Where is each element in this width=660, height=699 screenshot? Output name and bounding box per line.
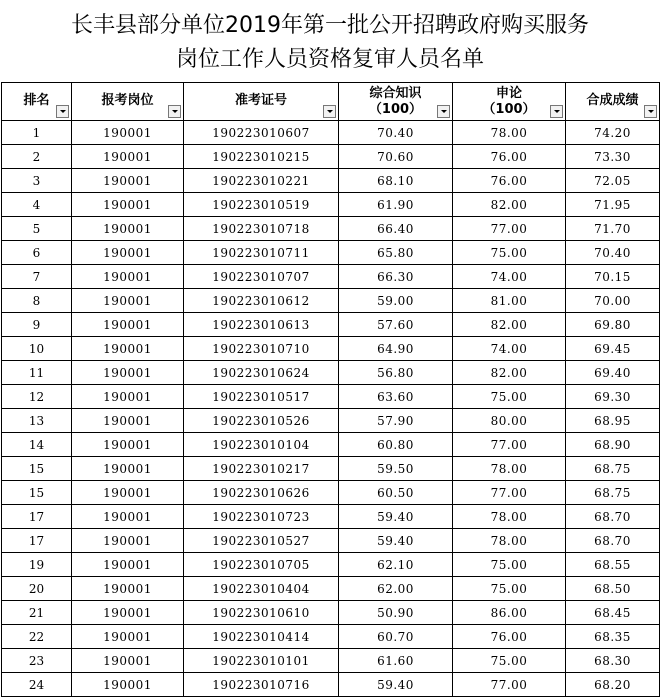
ticket-number-cell[interactable]: 190223010610 [184, 601, 339, 625]
table-row [2, 505, 660, 529]
table-row [2, 529, 660, 553]
essay-cell[interactable]: 75.00 [453, 241, 566, 265]
rank-cell[interactable]: 23 [2, 649, 72, 673]
position-cell[interactable]: 190001 [72, 217, 184, 241]
table-row [2, 433, 660, 457]
page-title-line-1: 长丰县部分单位2019年第一批公开招聘政府购买服务 [71, 13, 589, 38]
filter-dropdown-icon[interactable] [56, 105, 69, 118]
rank-cell[interactable]: 17 [2, 505, 72, 529]
table-row [2, 673, 660, 697]
essay-cell[interactable]: 82.00 [453, 193, 566, 217]
essay-cell[interactable]: 78.00 [453, 505, 566, 529]
essay-cell[interactable]: 77.00 [453, 481, 566, 505]
ticket-number-cell[interactable]: 190223010718 [184, 217, 339, 241]
combined-score-cell[interactable]: 68.45 [566, 601, 660, 625]
general-knowledge-cell[interactable]: 66.40 [339, 217, 453, 241]
position-cell[interactable]: 190001 [72, 265, 184, 289]
table-row [2, 385, 660, 409]
column-header-general-knowledge [339, 83, 453, 121]
essay-cell[interactable]: 82.00 [453, 313, 566, 337]
table-row [2, 145, 660, 169]
combined-score-cell[interactable]: 72.05 [566, 169, 660, 193]
table-row [2, 625, 660, 649]
position-cell[interactable]: 190001 [72, 361, 184, 385]
table-row [2, 457, 660, 481]
rank-cell[interactable]: 7 [2, 265, 72, 289]
ticket-number-cell[interactable]: 190223010613 [184, 313, 339, 337]
ticket-number-cell[interactable]: 190223010519 [184, 193, 339, 217]
general-knowledge-cell[interactable]: 63.60 [339, 385, 453, 409]
ticket-number-cell[interactable]: 190223010414 [184, 625, 339, 649]
general-knowledge-cell[interactable]: 60.50 [339, 481, 453, 505]
rank-cell[interactable]: 20 [2, 577, 72, 601]
rank-cell[interactable]: 12 [2, 385, 72, 409]
ticket-number-cell[interactable]: 190223010705 [184, 553, 339, 577]
column-header-combined-score [566, 83, 660, 121]
combined-score-cell[interactable]: 69.80 [566, 313, 660, 337]
table-row [2, 265, 660, 289]
position-cell[interactable]: 190001 [72, 553, 184, 577]
ticket-number-cell[interactable]: 190223010612 [184, 289, 339, 313]
combined-score-cell[interactable]: 68.35 [566, 625, 660, 649]
general-knowledge-cell[interactable]: 59.40 [339, 673, 453, 697]
general-knowledge-cell[interactable]: 59.50 [339, 457, 453, 481]
general-knowledge-cell[interactable]: 59.40 [339, 505, 453, 529]
essay-cell[interactable]: 77.00 [453, 673, 566, 697]
table-body [2, 121, 660, 697]
general-knowledge-cell[interactable]: 57.90 [339, 409, 453, 433]
table-row [2, 169, 660, 193]
position-cell[interactable]: 190001 [72, 145, 184, 169]
combined-score-cell[interactable]: 70.00 [566, 289, 660, 313]
combined-score-cell[interactable]: 74.20 [566, 121, 660, 145]
table-row [2, 361, 660, 385]
combined-score-cell[interactable]: 71.95 [566, 193, 660, 217]
table-row [2, 577, 660, 601]
table-row [2, 649, 660, 673]
essay-cell[interactable]: 78.00 [453, 121, 566, 145]
general-knowledge-cell[interactable]: 59.00 [339, 289, 453, 313]
table-row [2, 241, 660, 265]
essay-cell[interactable]: 80.00 [453, 409, 566, 433]
rank-cell[interactable]: 15 [2, 457, 72, 481]
ticket-number-cell[interactable]: 190223010221 [184, 169, 339, 193]
position-cell[interactable]: 190001 [72, 625, 184, 649]
general-knowledge-cell[interactable]: 66.30 [339, 265, 453, 289]
rank-cell[interactable]: 17 [2, 529, 72, 553]
general-knowledge-cell[interactable]: 56.80 [339, 361, 453, 385]
table-row [2, 217, 660, 241]
rank-cell[interactable]: 15 [2, 481, 72, 505]
ticket-number-cell[interactable]: 190223010710 [184, 337, 339, 361]
column-header-essay [453, 83, 566, 121]
ticket-number-cell[interactable]: 190223010607 [184, 121, 339, 145]
position-cell[interactable]: 190001 [72, 433, 184, 457]
position-cell[interactable]: 190001 [72, 673, 184, 697]
combined-score-cell[interactable]: 70.40 [566, 241, 660, 265]
combined-score-cell[interactable]: 68.95 [566, 409, 660, 433]
essay-cell[interactable]: 76.00 [453, 169, 566, 193]
general-knowledge-cell[interactable]: 57.60 [339, 313, 453, 337]
filter-dropdown-icon[interactable] [323, 105, 336, 118]
combined-score-cell[interactable]: 68.50 [566, 577, 660, 601]
position-cell[interactable]: 190001 [72, 385, 184, 409]
column-header-rank [2, 83, 72, 121]
rank-cell[interactable]: 8 [2, 289, 72, 313]
ticket-number-cell[interactable]: 190223010517 [184, 385, 339, 409]
combined-score-cell[interactable]: 73.30 [566, 145, 660, 169]
essay-cell[interactable]: 77.00 [453, 433, 566, 457]
combined-score-cell[interactable]: 68.55 [566, 553, 660, 577]
essay-cell[interactable]: 74.00 [453, 265, 566, 289]
results-table [1, 82, 660, 697]
combined-score-cell[interactable]: 70.15 [566, 265, 660, 289]
column-header-label: 综合知识 [369, 85, 422, 101]
essay-cell[interactable]: 78.00 [453, 529, 566, 553]
column-header-label: 合成成绩 [586, 93, 639, 109]
rank-cell[interactable]: 22 [2, 625, 72, 649]
ticket-number-cell[interactable]: 190223010527 [184, 529, 339, 553]
essay-cell[interactable]: 75.00 [453, 553, 566, 577]
ticket-number-cell[interactable]: 190223010101 [184, 649, 339, 673]
essay-cell[interactable]: 75.00 [453, 649, 566, 673]
rank-cell[interactable]: 4 [2, 193, 72, 217]
table-row [2, 409, 660, 433]
general-knowledge-cell[interactable]: 50.90 [339, 601, 453, 625]
ticket-number-cell[interactable]: 190223010723 [184, 505, 339, 529]
rank-cell[interactable]: 21 [2, 601, 72, 625]
rank-cell[interactable]: 10 [2, 337, 72, 361]
rank-cell[interactable]: 24 [2, 673, 72, 697]
position-cell[interactable]: 190001 [72, 577, 184, 601]
combined-score-cell[interactable]: 71.70 [566, 217, 660, 241]
page-title-line-2: 岗位工作人员资格复审人员名单 [175, 47, 484, 72]
column-header-label: 排名 [23, 93, 50, 109]
column-header-label: 申论 [495, 85, 522, 101]
table-row [2, 289, 660, 313]
general-knowledge-cell[interactable]: 59.40 [339, 529, 453, 553]
table-row [2, 481, 660, 505]
position-cell[interactable]: 190001 [72, 169, 184, 193]
essay-cell[interactable]: 78.00 [453, 457, 566, 481]
essay-cell[interactable]: 86.00 [453, 601, 566, 625]
rank-cell[interactable]: 9 [2, 313, 72, 337]
combined-score-cell[interactable]: 68.90 [566, 433, 660, 457]
position-cell[interactable]: 190001 [72, 121, 184, 145]
position-cell[interactable]: 190001 [72, 337, 184, 361]
general-knowledge-cell[interactable]: 70.60 [339, 145, 453, 169]
table-row [2, 121, 660, 145]
position-cell[interactable]: 190001 [72, 289, 184, 313]
column-header-label: 报考岗位 [101, 93, 154, 109]
filter-dropdown-icon[interactable] [550, 105, 563, 118]
ticket-number-cell[interactable]: 190223010707 [184, 265, 339, 289]
general-knowledge-cell[interactable]: 68.10 [339, 169, 453, 193]
position-cell[interactable]: 190001 [72, 601, 184, 625]
combined-score-cell[interactable]: 69.40 [566, 361, 660, 385]
filter-dropdown-icon[interactable] [644, 105, 657, 118]
filter-dropdown-icon[interactable] [168, 105, 181, 118]
position-cell[interactable]: 190001 [72, 313, 184, 337]
essay-cell[interactable]: 76.00 [453, 145, 566, 169]
ticket-number-cell[interactable]: 190223010626 [184, 481, 339, 505]
combined-score-cell[interactable]: 68.75 [566, 457, 660, 481]
header-row [2, 83, 660, 121]
position-cell[interactable]: 190001 [72, 505, 184, 529]
general-knowledge-cell[interactable]: 60.80 [339, 433, 453, 457]
position-cell[interactable]: 190001 [72, 529, 184, 553]
combined-score-cell[interactable]: 69.45 [566, 337, 660, 361]
table-row [2, 553, 660, 577]
column-header-sub: （100） [482, 101, 536, 117]
combined-score-cell[interactable]: 68.20 [566, 673, 660, 697]
rank-cell[interactable]: 11 [2, 361, 72, 385]
essay-cell[interactable]: 75.00 [453, 385, 566, 409]
ticket-number-cell[interactable]: 190223010624 [184, 361, 339, 385]
rank-cell[interactable]: 1 [2, 121, 72, 145]
column-header-position [72, 83, 184, 121]
position-cell[interactable]: 190001 [72, 649, 184, 673]
rank-cell[interactable]: 14 [2, 433, 72, 457]
general-knowledge-cell[interactable]: 61.90 [339, 193, 453, 217]
ticket-number-cell[interactable]: 190223010104 [184, 433, 339, 457]
essay-cell[interactable]: 75.00 [453, 577, 566, 601]
general-knowledge-cell[interactable]: 62.10 [339, 553, 453, 577]
rank-cell[interactable]: 6 [2, 241, 72, 265]
rank-cell[interactable]: 3 [2, 169, 72, 193]
column-header-ticket-number [184, 83, 339, 121]
table-row [2, 313, 660, 337]
position-cell[interactable]: 190001 [72, 241, 184, 265]
position-cell[interactable]: 190001 [72, 193, 184, 217]
ticket-number-cell[interactable]: 190223010526 [184, 409, 339, 433]
essay-cell[interactable]: 74.00 [453, 337, 566, 361]
table-row [2, 601, 660, 625]
rank-cell[interactable]: 5 [2, 217, 72, 241]
essay-cell[interactable]: 81.00 [453, 289, 566, 313]
position-cell[interactable]: 190001 [72, 409, 184, 433]
ticket-number-cell[interactable]: 190223010215 [184, 145, 339, 169]
rank-cell[interactable]: 2 [2, 145, 72, 169]
rank-cell[interactable]: 13 [2, 409, 72, 433]
position-cell[interactable]: 190001 [72, 457, 184, 481]
combined-score-cell[interactable]: 68.70 [566, 529, 660, 553]
ticket-number-cell[interactable]: 190223010716 [184, 673, 339, 697]
combined-score-cell[interactable]: 69.30 [566, 385, 660, 409]
combined-score-cell[interactable]: 68.30 [566, 649, 660, 673]
table-row [2, 193, 660, 217]
general-knowledge-cell[interactable]: 70.40 [339, 121, 453, 145]
column-header-label: 准考证号 [234, 93, 287, 109]
general-knowledge-cell[interactable]: 65.80 [339, 241, 453, 265]
filter-dropdown-icon[interactable] [437, 105, 450, 118]
essay-cell[interactable]: 77.00 [453, 217, 566, 241]
essay-cell[interactable]: 76.00 [453, 625, 566, 649]
general-knowledge-cell[interactable]: 62.00 [339, 577, 453, 601]
ticket-number-cell[interactable]: 190223010711 [184, 241, 339, 265]
rank-cell[interactable]: 19 [2, 553, 72, 577]
column-header-sub: （100） [368, 101, 423, 117]
general-knowledge-cell[interactable]: 60.70 [339, 625, 453, 649]
general-knowledge-cell[interactable]: 64.90 [339, 337, 453, 361]
combined-score-cell[interactable]: 68.75 [566, 481, 660, 505]
ticket-number-cell[interactable]: 190223010217 [184, 457, 339, 481]
essay-cell[interactable]: 82.00 [453, 361, 566, 385]
general-knowledge-cell[interactable]: 61.60 [339, 649, 453, 673]
table-row [2, 337, 660, 361]
combined-score-cell[interactable]: 68.70 [566, 505, 660, 529]
ticket-number-cell[interactable]: 190223010404 [184, 577, 339, 601]
position-cell[interactable]: 190001 [72, 481, 184, 505]
